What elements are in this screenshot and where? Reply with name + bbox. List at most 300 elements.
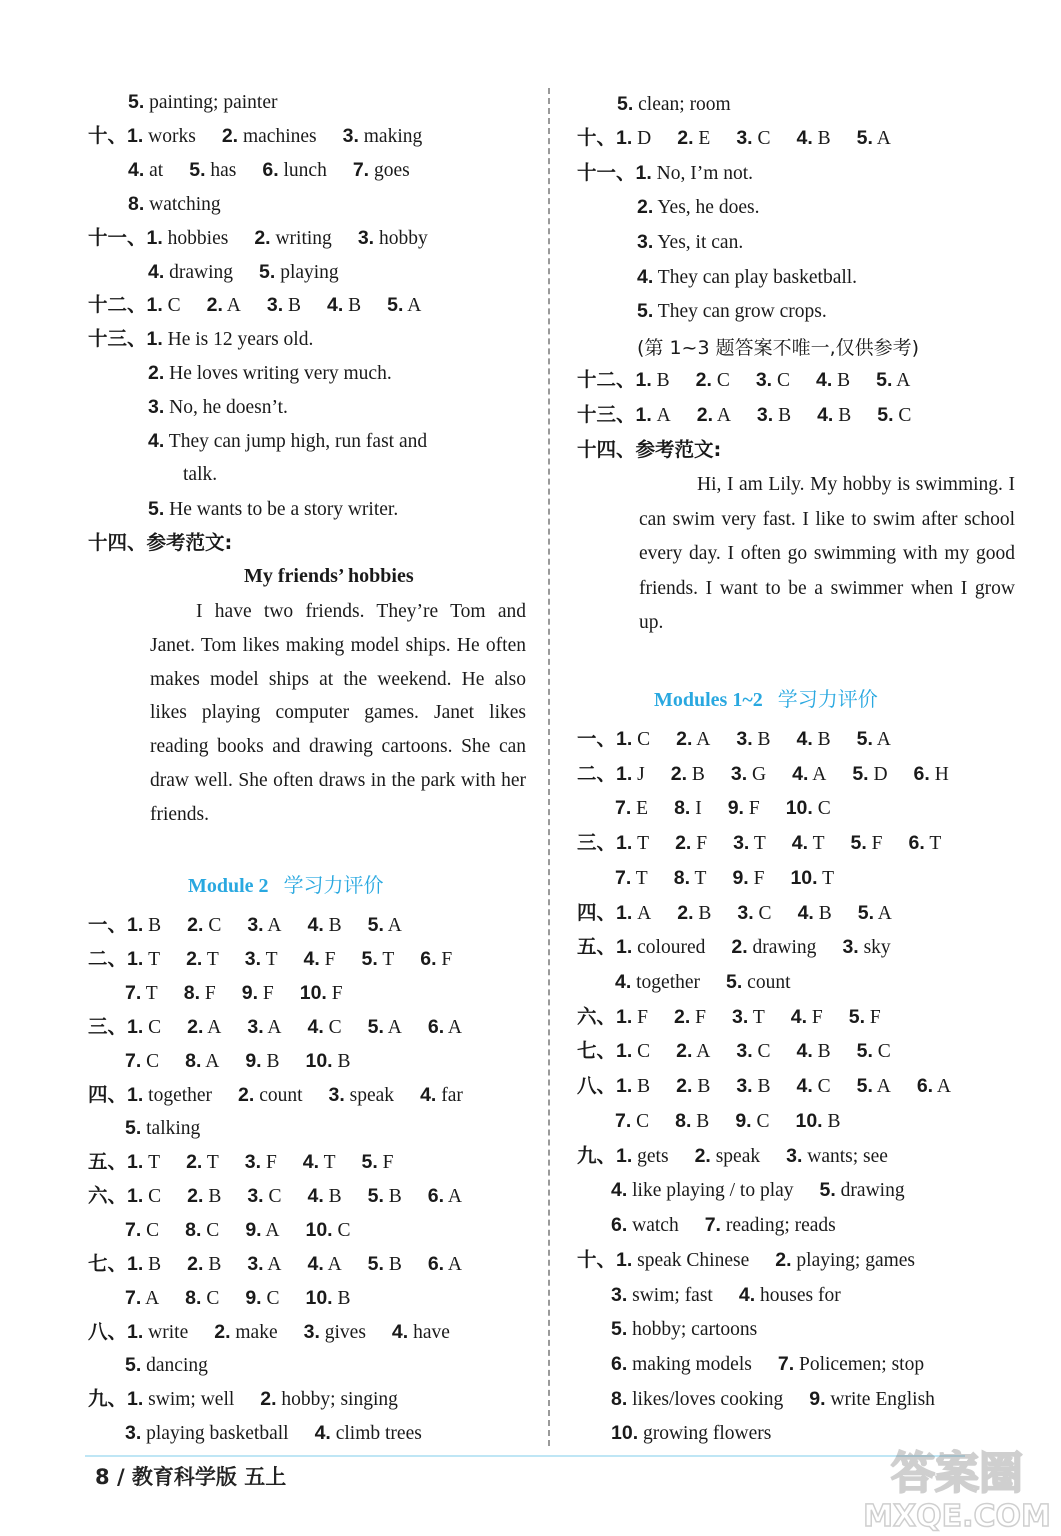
question-number: 2.	[186, 948, 203, 970]
answer-text: B	[691, 764, 705, 785]
answer-line	[577, 935, 891, 960]
answer-text: A	[327, 1254, 342, 1275]
answer-line	[637, 299, 827, 324]
question-number: 4.	[796, 1075, 813, 1097]
essay-paragraph: I have two friends. They’re Tom and Janet. Tom likes making model ships. He often makes model ships at the weekend. He also likes playing computer games. Janet likes reading books and drawing cartoons. She can draw well. She often draws in the park with her friends.	[150, 601, 526, 825]
answer-text: C	[637, 1041, 651, 1062]
question-number: 5.	[148, 498, 165, 520]
question-number: 6.	[427, 1185, 445, 1207]
section-label: 八、	[577, 1074, 617, 1097]
page-footer	[95, 1461, 286, 1491]
answer-text: writing	[275, 228, 332, 249]
question-number: 2.	[187, 1016, 204, 1038]
answer-text: T	[206, 949, 219, 970]
svg-text:答案圈: 答案圈	[891, 1448, 1023, 1499]
question-number: 1.	[127, 1321, 144, 1343]
answer-text: drawing	[752, 937, 817, 958]
section-label: 九、	[88, 1387, 128, 1410]
question-number: 4.	[790, 1006, 807, 1028]
answer-text: drawing	[840, 1180, 905, 1201]
answer-text: They can play basketball.	[657, 267, 858, 288]
answer-text: B	[208, 1186, 222, 1207]
answer-text: B	[388, 1254, 402, 1275]
answer-text: write	[148, 1322, 189, 1343]
answer-text: T	[145, 983, 158, 1004]
answer-text: B	[817, 128, 831, 149]
answer-text: T	[812, 833, 825, 854]
answer-text: F	[382, 1152, 394, 1173]
section-label: 四、	[88, 1083, 128, 1106]
answer-text: C	[757, 1041, 771, 1062]
answer-line	[148, 429, 427, 454]
question-number: 9.	[735, 1110, 752, 1132]
answer-text: A	[637, 903, 652, 924]
answer-text: B	[337, 1288, 351, 1309]
question-number: 5.	[367, 1016, 384, 1038]
answer-text: C	[148, 1017, 162, 1038]
question-number: 5.	[367, 1185, 384, 1207]
answer-line	[577, 762, 949, 787]
question-number: 3.	[732, 1006, 749, 1028]
answer-text: F	[753, 868, 765, 889]
question-number: 4.	[327, 294, 344, 316]
answer-text: playing; games	[796, 1250, 916, 1271]
answer-text: T	[265, 949, 278, 970]
answer-line	[125, 1421, 422, 1446]
answer-text: T	[753, 833, 766, 854]
question-number: 8.	[185, 1287, 202, 1309]
question-number: 6.	[908, 832, 925, 854]
question-number: 1.	[146, 328, 163, 350]
section-label: 一、	[577, 727, 617, 750]
answer-line	[88, 913, 402, 938]
answer-line	[148, 497, 398, 522]
answer-text: playing	[280, 262, 339, 283]
section-label: 十四、	[577, 438, 636, 461]
answer-text: He wants to be a story writer.	[169, 499, 399, 520]
question-number: 10.	[305, 1050, 333, 1072]
answer-line	[615, 796, 831, 821]
answer-text: T	[694, 868, 707, 889]
answer-line	[611, 1283, 841, 1308]
answer-text: B	[696, 1111, 710, 1132]
answer-text: T	[323, 1152, 336, 1173]
question-number: 3.	[148, 396, 165, 418]
answer-text: No, he doesn’t.	[169, 397, 288, 418]
answer-text: A	[447, 1017, 463, 1038]
answer-text: houses for	[760, 1285, 841, 1306]
answer-text: together	[636, 972, 701, 993]
answer-text: T	[752, 1007, 765, 1028]
question-number: 2.	[238, 1084, 255, 1106]
question-number: 5.	[361, 1151, 378, 1173]
footer-separator: /	[116, 1465, 125, 1489]
question-number: 1.	[616, 832, 633, 854]
answer-text: clean; room	[638, 94, 731, 115]
question-number: 5.	[367, 1253, 384, 1275]
answer-text: B	[637, 1076, 651, 1097]
section-label: 五、	[88, 1150, 128, 1173]
question-number: 2.	[187, 1253, 204, 1275]
answer-text: H	[934, 764, 949, 785]
question-number: 3.	[244, 1151, 262, 1173]
answer-text: B	[337, 1051, 351, 1072]
question-number: 5.	[367, 914, 384, 936]
answer-text: B	[778, 405, 792, 426]
question-number: 3.	[737, 902, 754, 924]
answer-text: C	[758, 903, 772, 924]
svg-text:MXQE.COM: MXQE.COM	[863, 1499, 1051, 1534]
section-label: 九、	[577, 1144, 617, 1167]
question-number: 1.	[635, 369, 652, 391]
answer-text: B	[838, 405, 852, 426]
answer-text: B	[817, 1041, 831, 1062]
question-number: 1.	[127, 1185, 144, 1207]
question-number: 4.	[615, 971, 632, 993]
question-number: 5.	[189, 159, 206, 181]
answer-line	[88, 1387, 398, 1412]
edition-label: 教育科学版 五上	[131, 1465, 287, 1489]
answer-line	[125, 981, 343, 1006]
question-number: 4.	[314, 1422, 331, 1444]
answer-text: B	[328, 1186, 342, 1207]
answer-text: No, I’m not.	[656, 163, 754, 184]
answer-line	[577, 1039, 891, 1064]
answer-text: F	[748, 798, 760, 819]
question-number: 1.	[127, 948, 144, 970]
answer-text: B	[837, 370, 851, 391]
section-label: 七、	[88, 1252, 128, 1275]
question-number: 2.	[214, 1321, 231, 1343]
question-number: 7.	[352, 159, 370, 181]
question-number: 1.	[127, 125, 144, 147]
answer-line	[611, 1317, 757, 1342]
question-number: 3.	[342, 125, 359, 147]
question-number: 5.	[125, 1117, 142, 1139]
question-number: 1.	[616, 1006, 633, 1028]
answer-text: machines	[242, 126, 317, 147]
question-number: 4.	[796, 1040, 813, 1062]
answer-text: C	[266, 1288, 280, 1309]
answer-text: He loves writing very much.	[169, 363, 392, 384]
answer-line	[611, 1178, 905, 1203]
question-number: 2.	[675, 832, 692, 854]
question-number: 1.	[616, 1040, 633, 1062]
section-label: 一、	[88, 913, 128, 936]
question-number: 4.	[148, 430, 165, 452]
answer-text: B	[757, 1076, 771, 1097]
answer-text: G	[752, 764, 767, 785]
answer-text: C	[776, 370, 790, 391]
question-number: 4.	[817, 404, 834, 426]
question-number: 5.	[259, 261, 276, 283]
answer-text: write English	[830, 1389, 935, 1410]
answer-line	[577, 831, 941, 856]
question-number: 7.	[125, 1050, 142, 1072]
question-number: 7.	[777, 1353, 795, 1375]
answer-text: swim; fast	[632, 1285, 713, 1306]
answer-line	[88, 1320, 450, 1345]
question-number: 5.	[128, 91, 145, 113]
question-number: 3.	[756, 404, 774, 426]
answer-text: C	[756, 1111, 770, 1132]
question-number: 1.	[616, 763, 633, 785]
question-number: 2.	[148, 362, 165, 384]
answer-line	[577, 1074, 951, 1099]
question-number: 5.	[637, 300, 654, 322]
answer-text: 参考范文:	[146, 531, 233, 554]
answer-line	[577, 161, 753, 186]
answer-text: F	[871, 833, 883, 854]
answer-line	[611, 1213, 836, 1238]
answer-text: C	[148, 1186, 162, 1207]
question-number: 8.	[185, 1219, 202, 1241]
question-number: 6.	[427, 1253, 445, 1275]
question-number: 3.	[736, 1040, 753, 1062]
question-number: 1.	[127, 1016, 144, 1038]
question-number: 2.	[676, 1040, 693, 1062]
question-number: 4.	[303, 948, 320, 970]
module-subtitle: 学习力评价	[777, 687, 878, 711]
answer-line	[88, 1184, 462, 1209]
answer-text: B	[818, 903, 832, 924]
answer-text: T	[148, 949, 161, 970]
watermark-logo	[862, 1440, 1052, 1534]
question-number: 3.	[125, 1422, 142, 1444]
answer-text: B	[266, 1051, 280, 1072]
question-number: 2.	[696, 404, 714, 426]
essay-title: My friends’ hobbies	[244, 565, 414, 587]
question-number: 3.	[611, 1284, 628, 1306]
answer-text: talk.	[183, 464, 218, 485]
answer-text: E	[636, 798, 649, 819]
answer-line	[88, 1150, 394, 1175]
answer-text: T	[822, 868, 834, 889]
answer-text: 参考范文:	[635, 438, 722, 461]
section-label: 七、	[577, 1039, 617, 1062]
answer-text: C	[636, 1111, 650, 1132]
answer-text: count	[259, 1085, 303, 1106]
answer-text: B	[148, 1254, 162, 1275]
column-divider	[548, 88, 550, 1446]
answer-text: wants; see	[807, 1146, 888, 1167]
question-number: 4.	[420, 1084, 437, 1106]
question-number: 6.	[611, 1214, 628, 1236]
answer-text: B	[348, 295, 362, 316]
answer-text: coloured	[637, 937, 706, 958]
question-number: 5.	[856, 728, 873, 750]
answer-text: at	[149, 160, 164, 181]
question-number: 10.	[299, 982, 327, 1004]
answer-text: F	[204, 983, 216, 1004]
question-number: 3.	[357, 227, 375, 249]
section-label: 三、	[577, 831, 617, 854]
section-label: 十、	[88, 124, 128, 147]
question-number: 10.	[785, 797, 813, 819]
answer-text: B	[208, 1254, 222, 1275]
question-number: 10.	[305, 1219, 333, 1241]
question-number: 1.	[616, 1249, 633, 1271]
module-name: Modules 1~2	[654, 689, 763, 711]
answer-text: B	[827, 1111, 841, 1132]
question-number: 9.	[809, 1388, 826, 1410]
question-number: 5.	[387, 294, 404, 316]
question-number: 2.	[731, 936, 748, 958]
question-number: 2.	[206, 294, 223, 316]
question-number: 9.	[245, 1219, 262, 1241]
question-number: 4.	[791, 832, 809, 854]
question-number: 8.	[183, 982, 200, 1004]
answer-line	[88, 226, 428, 251]
module-heading	[654, 687, 878, 712]
answer-text: T	[148, 1152, 161, 1173]
answer-text: F	[331, 983, 343, 1004]
module-heading	[188, 873, 384, 898]
answer-line	[577, 1005, 881, 1030]
answer-text: A	[876, 729, 891, 750]
question-number: 8.	[673, 867, 690, 889]
answer-text: A	[936, 1076, 951, 1097]
question-number: 4.	[302, 1151, 320, 1173]
question-number: 2.	[676, 728, 693, 750]
question-number: 1.	[616, 936, 633, 958]
question-number: 2.	[677, 902, 694, 924]
question-number: 1.	[616, 127, 633, 149]
section-label: 六、	[577, 1005, 617, 1028]
answer-line	[611, 1352, 924, 1377]
answer-text: A	[447, 1254, 462, 1275]
answer-line	[88, 1083, 463, 1108]
answer-text: have	[413, 1322, 450, 1343]
answer-text: A	[656, 405, 671, 426]
answer-line	[88, 1252, 462, 1277]
section-label: 三、	[88, 1015, 128, 1038]
answer-text: growing flowers	[642, 1423, 772, 1444]
question-number: 3.	[736, 728, 753, 750]
question-number: 4.	[637, 266, 654, 288]
question-number: 4.	[307, 1185, 324, 1207]
answer-text: J	[637, 764, 645, 785]
question-number: 8.	[185, 1050, 202, 1072]
answer-line	[125, 1218, 350, 1243]
answer-line	[88, 293, 421, 318]
answer-text: C	[877, 1041, 891, 1062]
answer-line	[611, 1387, 935, 1412]
answer-text: B	[287, 295, 301, 316]
answer-text: making	[363, 126, 423, 147]
answer-text: B	[698, 903, 712, 924]
answer-text: A	[716, 405, 731, 426]
answer-text: A	[387, 1017, 402, 1038]
question-number: 5.	[617, 93, 634, 115]
question-number: 7.	[125, 982, 142, 1004]
answer-text: A	[696, 1041, 711, 1062]
answer-text: together	[148, 1085, 213, 1106]
question-number: 6.	[262, 159, 279, 181]
answer-text: A	[145, 1288, 160, 1309]
question-number: 2.	[187, 914, 204, 936]
answer-text: A	[407, 295, 422, 316]
answer-line	[88, 947, 452, 972]
question-number: 5.	[850, 832, 867, 854]
question-number: 4.	[815, 369, 833, 391]
section-label: 十二、	[88, 293, 147, 316]
answer-text: reading; reads	[725, 1215, 836, 1236]
question-number: 8.	[675, 1110, 692, 1132]
section-label: 十四、	[88, 531, 147, 554]
question-number: 3.	[247, 1185, 264, 1207]
question-number: 5.	[856, 1075, 873, 1097]
question-number: 6.	[420, 948, 437, 970]
answer-text: climb trees	[335, 1423, 422, 1444]
question-number: 2.	[254, 227, 271, 249]
answer-text: speak	[715, 1146, 761, 1167]
answer-text: drawing	[169, 262, 234, 283]
answer-text: Yes, he does.	[657, 197, 760, 218]
question-number: 5.	[819, 1179, 836, 1201]
section-label: 十一、	[577, 161, 636, 184]
question-number: 8.	[611, 1388, 628, 1410]
answer-text: A	[267, 915, 282, 936]
answer-text: dancing	[146, 1355, 208, 1376]
answer-line	[88, 124, 422, 149]
answer-text: painting; painter	[149, 92, 278, 113]
question-number: 2.	[775, 1249, 792, 1271]
question-number: 3.	[244, 948, 262, 970]
answer-text: lunch	[283, 160, 327, 181]
question-number: 3.	[266, 294, 284, 316]
question-number: 9.	[241, 982, 258, 1004]
answer-text: watch	[632, 1215, 679, 1236]
answer-text: swim; well	[148, 1389, 235, 1410]
question-number: 3.	[328, 1084, 345, 1106]
question-number: 9.	[732, 867, 749, 889]
answer-line	[577, 1248, 915, 1273]
answer-line	[637, 195, 759, 220]
section-label: 十二、	[577, 368, 636, 391]
answer-text: He is 12 years old.	[167, 329, 314, 350]
question-number: 4.	[796, 127, 813, 149]
answer-text: T	[382, 949, 395, 970]
section-label: 十一、	[88, 226, 147, 249]
answer-text: B	[656, 370, 670, 391]
question-number: 3.	[736, 127, 753, 149]
answer-text: A	[267, 1254, 282, 1275]
question-number: 1.	[127, 1151, 144, 1173]
answer-text: A	[207, 1017, 222, 1038]
question-number: 5.	[848, 1006, 865, 1028]
question-number: 5.	[726, 971, 743, 993]
answer-line	[611, 1421, 771, 1446]
answer-text: works	[148, 126, 196, 147]
answer-text: make	[235, 1322, 278, 1343]
answer-line	[128, 192, 221, 217]
answer-text: gives	[324, 1322, 366, 1343]
answer-text: B	[388, 1186, 402, 1207]
answer-text: playing basketball	[146, 1423, 289, 1444]
question-number: 4.	[611, 1179, 628, 1201]
answer-line	[615, 1109, 840, 1134]
answer-text: B	[148, 915, 162, 936]
answer-text: A	[447, 1186, 462, 1207]
question-number: 10.	[795, 1110, 823, 1132]
answer-text: F	[811, 1007, 823, 1028]
question-number: 6.	[916, 1075, 934, 1097]
answer-text: C	[167, 295, 181, 316]
answer-text: C	[208, 915, 222, 936]
answer-text: F	[695, 1007, 707, 1028]
answer-text: C	[637, 729, 651, 750]
